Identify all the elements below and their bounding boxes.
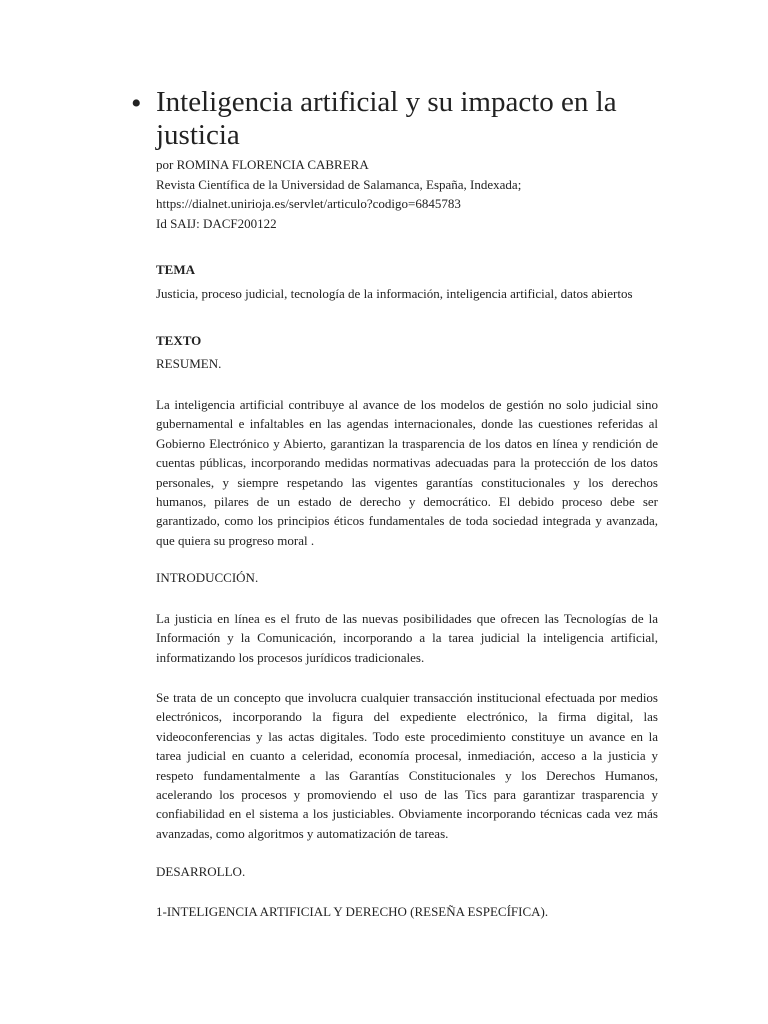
author-line: por ROMINA FLORENCIA CABRERA — [156, 157, 369, 172]
tema-heading: TEMA — [156, 262, 195, 277]
intro-paragraph-1: La justicia en línea es el fruto de las nuevas posibilidades que ofrecen las Tecnologías de la Información y la Comunicación, incorporando a la tarea judicial la inteligencia artificial, informatizando los procesos jurídicos tradicionales. — [156, 611, 658, 665]
source-line: Revista Científica de la Universidad de Salamanca, España, Indexada; — [156, 176, 522, 192]
tema-text: Justicia, proceso judicial, tecnología de la información, inteligencia artificial, datos abiertos — [156, 286, 633, 301]
section-1-heading: 1-INTELIGENCIA ARTIFICIAL Y DERECHO (RESEÑA ESPECÍFICA). — [156, 904, 549, 919]
saij-id-line: Id SAIJ: DACF200122 — [156, 215, 277, 231]
resumen-label: RESUMEN. — [156, 356, 222, 371]
desarrollo-label: DESARROLLO. — [156, 864, 246, 879]
title-bullet: • — [131, 87, 142, 120]
texto-heading: TEXTO — [156, 333, 202, 348]
intro-paragraph-2: Se trata de un concepto que involucra cualquier transacción institucional efectuada por medios electrónicos, incorporando la figura del expediente electrónico, la firma digital, las videoconferencias y las actas digitales. Todo este procedimiento constituye un avance en la tarea judicial en cuanto a celeridad, economía procesal, inmediación, acceso a la justicia y respeto fundamentalmente a las Garantías Constitucionales y los Derechos Humanos, acelerando los procesos y promoviendo el uso de las Tics para garantizar trasparencia y confiabilidad en el sistema a los justiciables. Obviamente incorporando técnicas cada vez más avanzadas, como algoritmos y automatización de tareas. — [156, 690, 658, 841]
intro-label: INTRODUCCIÓN. — [156, 570, 259, 585]
url-line[interactable]: https://dialnet.unirioja.es/servlet/articulo?codigo=6845783 — [156, 196, 461, 211]
article-meta — [156, 155, 676, 233]
resumen-paragraph: La inteligencia artificial contribuye al avance de los modelos de gestión no solo judicial sino gubernamental e infaltables en las agendas internacionales, donde las cuestiones referidas al Gobierno Electrónico y Abierto, garantizan la trasparencia de los datos en línea y rendición de cuentas públicas, incorporando medidas normativas adecuadas para la protección de los datos personales, y siempre respetando las vigentes garantías constitucionales y los derechos humanos, pilares de un estado de derecho y democrático. El debido proceso debe ser garantizado, como los principios éticos fundamentales de toda sociedad integrada y avanzada, que quiera su progreso moral . — [156, 397, 658, 548]
article-title: Inteligencia artificial y su impacto en la justicia — [156, 86, 617, 151]
